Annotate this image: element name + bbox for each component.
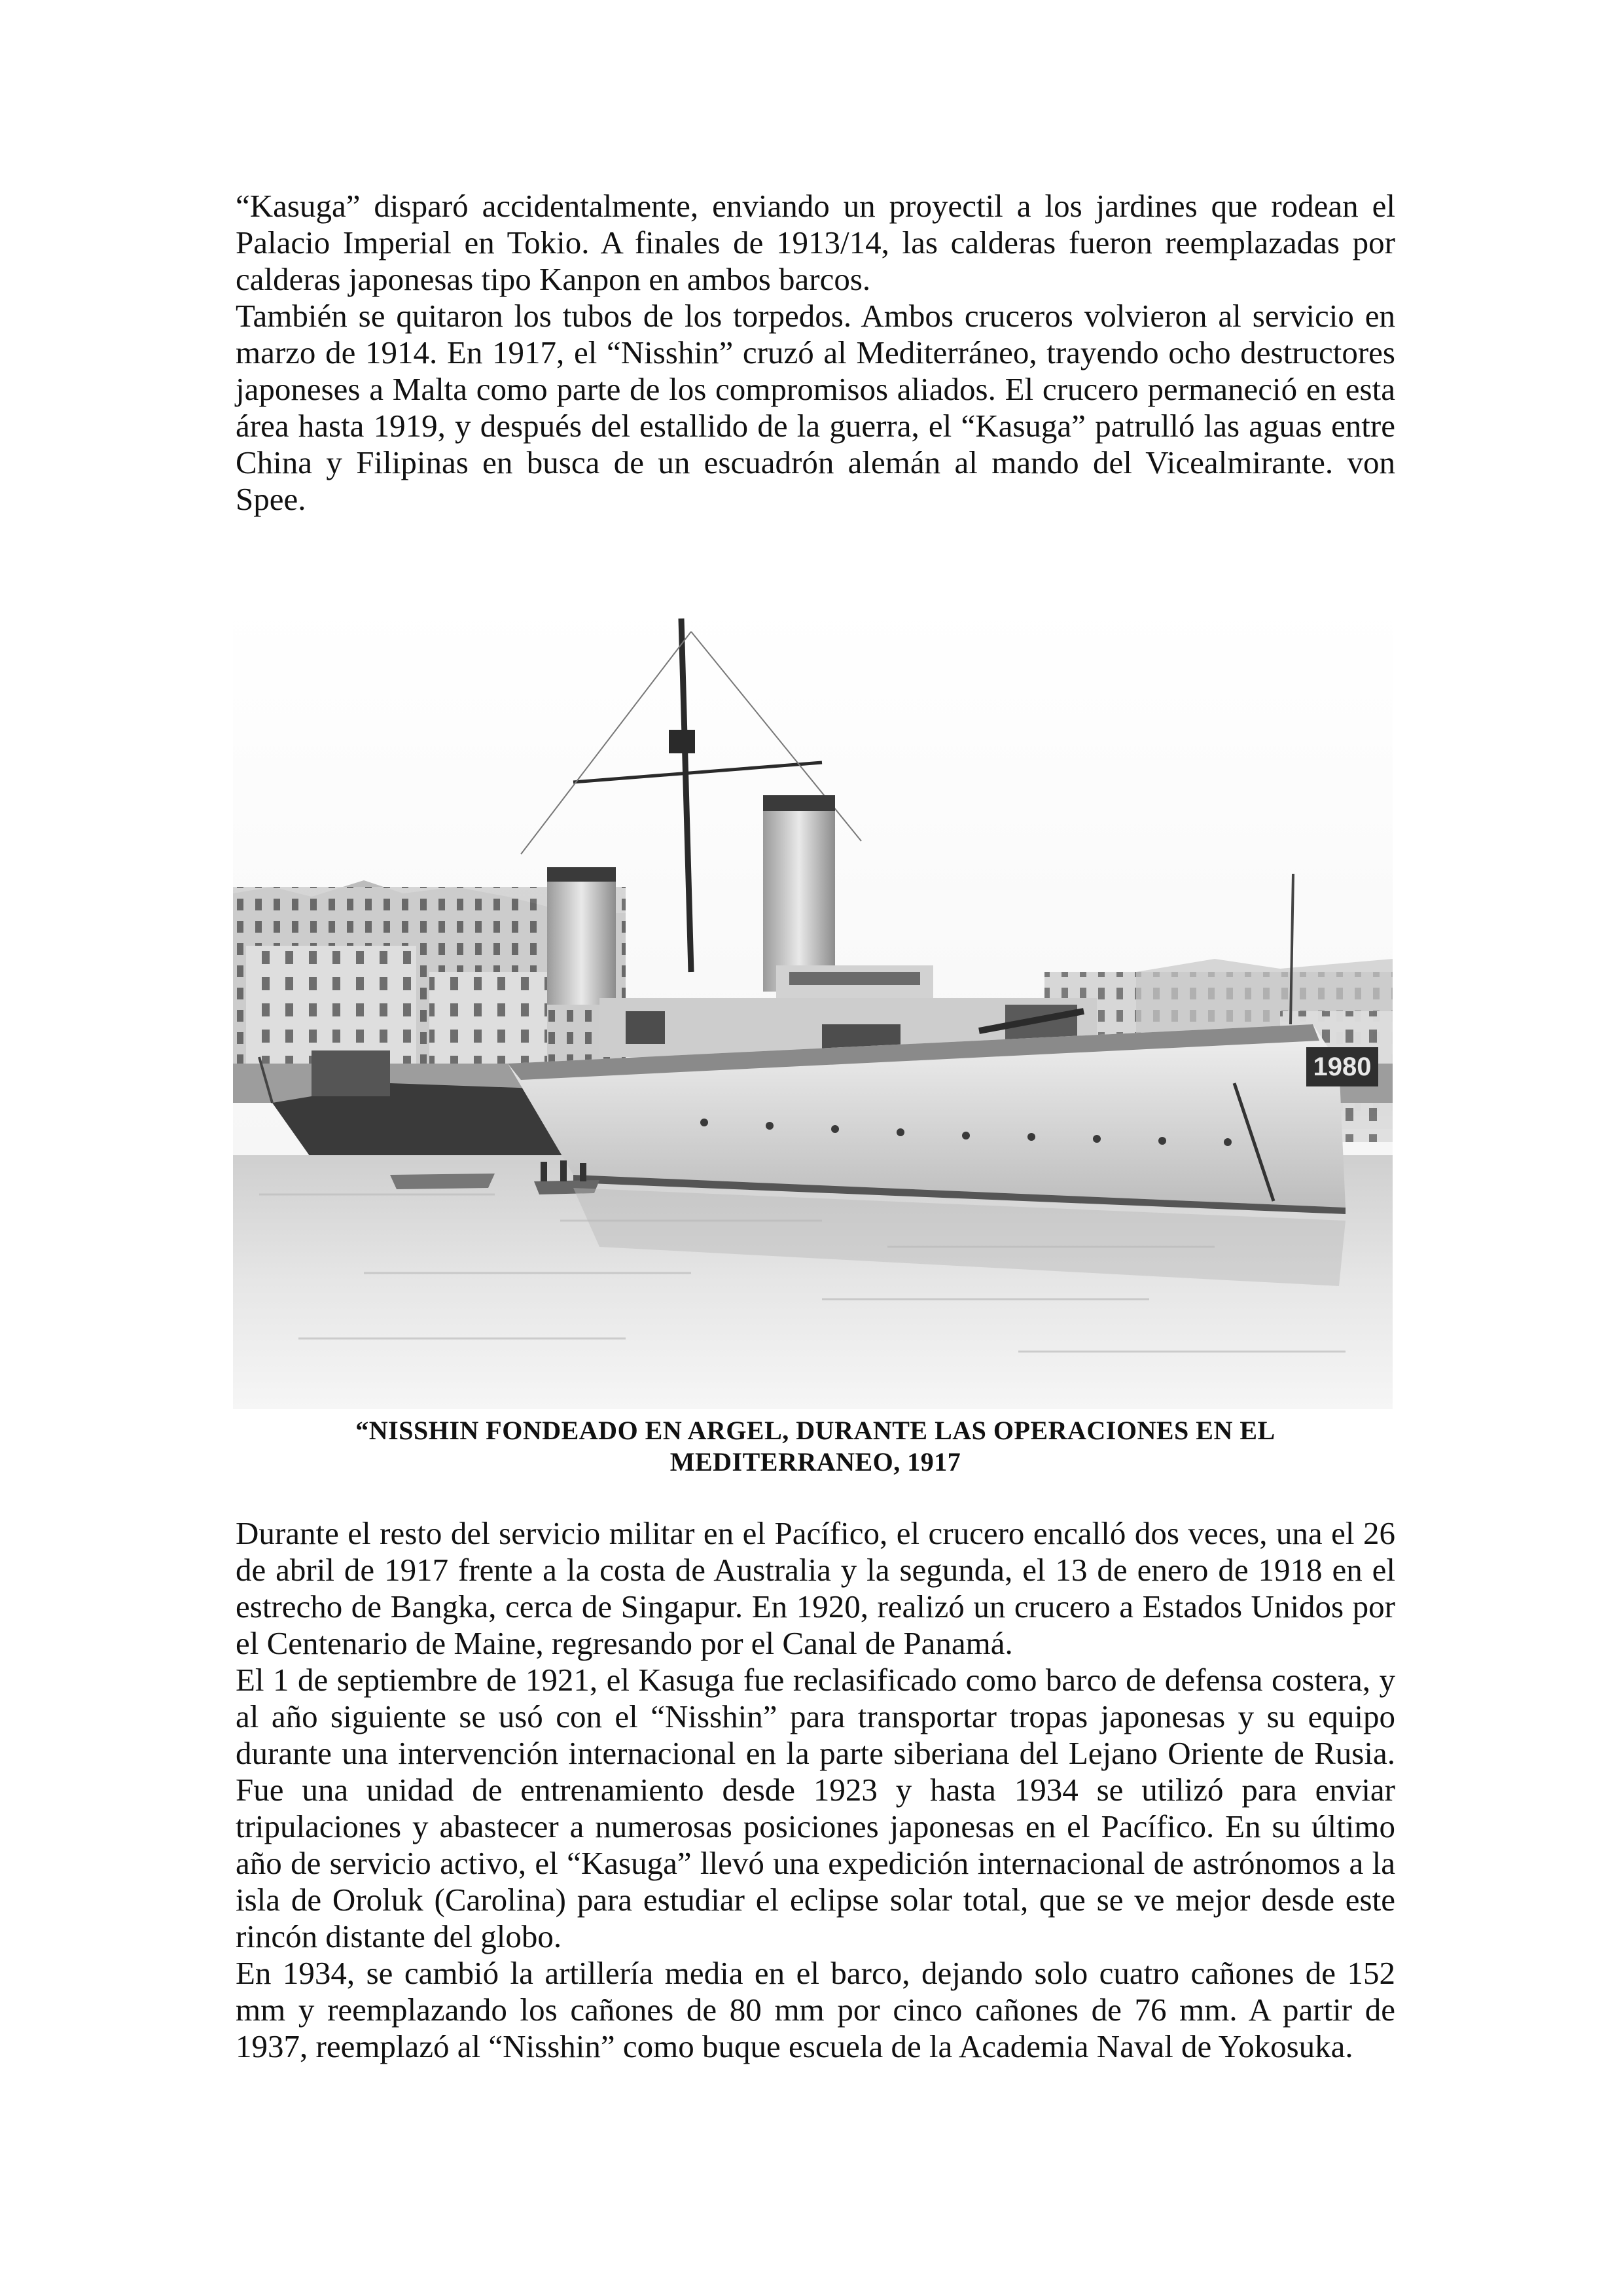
paragraph: “Kasuga” disparó accidentalmente, enviando un proyectil a los jardines que rodean el Palacio Imperial en Tokio. A finales de 1913/14, las calderas fueron reemplazadas por calderas japonesas tipo Kanpon en ambos barcos. (236, 188, 1395, 297)
paragraph: Durante el resto del servicio militar en el Pacífico, el crucero encalló dos veces, una el 26 de abril de 1917 frente a la costa de Australia y la segunda, el 13 de enero de 1918 en el estrecho de Bangka, cerca de Singapur. En 1920, realizó un crucero a Estados Unidos por el Centenario de Maine, regresando por el Canal de Panamá. (236, 1515, 1395, 1661)
body-text-bottom (236, 1515, 1395, 2065)
caption-line-1: “NISSHIN FONDEADO EN ARGEL, DURANTE LAS OPERACIONES EN EL (355, 1416, 1275, 1445)
ship-photograph (233, 605, 1393, 1409)
photo-caption (236, 1415, 1395, 1478)
hull-number: 1980 (1313, 1052, 1372, 1081)
paragraph: En 1934, se cambió la artillería media en el barco, dejando solo cuatro cañones de 152 mm y reemplazando los cañones de 80 mm por cinco cañones de 76 mm. A partir de 1937, reemplazó al “Nisshin” como buque escuela de la Academia Naval de Yokosuka. (236, 1955, 1395, 2064)
paragraph: También se quitaron los tubos de los torpedos. Ambos cruceros volvieron al servicio en marzo de 1914. En 1917, el “Nisshin” cruzó al Mediterráneo, trayendo ocho destructores japoneses a Malta como parte de los compromisos aliados. El crucero permaneció en esta área hasta 1919, y después del estallido de la guerra, el “Kasuga” patrulló las aguas entre China y Filipinas en busca de un escuadrón alemán al mando del Vicealmirante. von Spee. (236, 298, 1395, 517)
caption-line-2: MEDITERRANEO, 1917 (669, 1447, 961, 1477)
body-text-top (236, 188, 1395, 518)
paragraph: El 1 de septiembre de 1921, el Kasuga fue reclasificado como barco de defensa costera, y al año siguiente se usó con el “Nisshin” para transportar tropas japonesas y su equipo durante una intervención internacional en la parte siberiana del Lejano Oriente de Rusia. Fue una unidad de entrenamiento desde 1923 y hasta 1934 se utilizó para enviar tripulaciones y abastecer a numerosas posiciones japonesas en el Pacífico. En su último año de servicio activo, el “Kasuga” llevó una expedición internacional de astrónomos a la isla de Oroluk (Carolina) para estudiar el eclipse solar total, que se ve mejor desde este rincón distante del globo. (236, 1662, 1395, 1954)
